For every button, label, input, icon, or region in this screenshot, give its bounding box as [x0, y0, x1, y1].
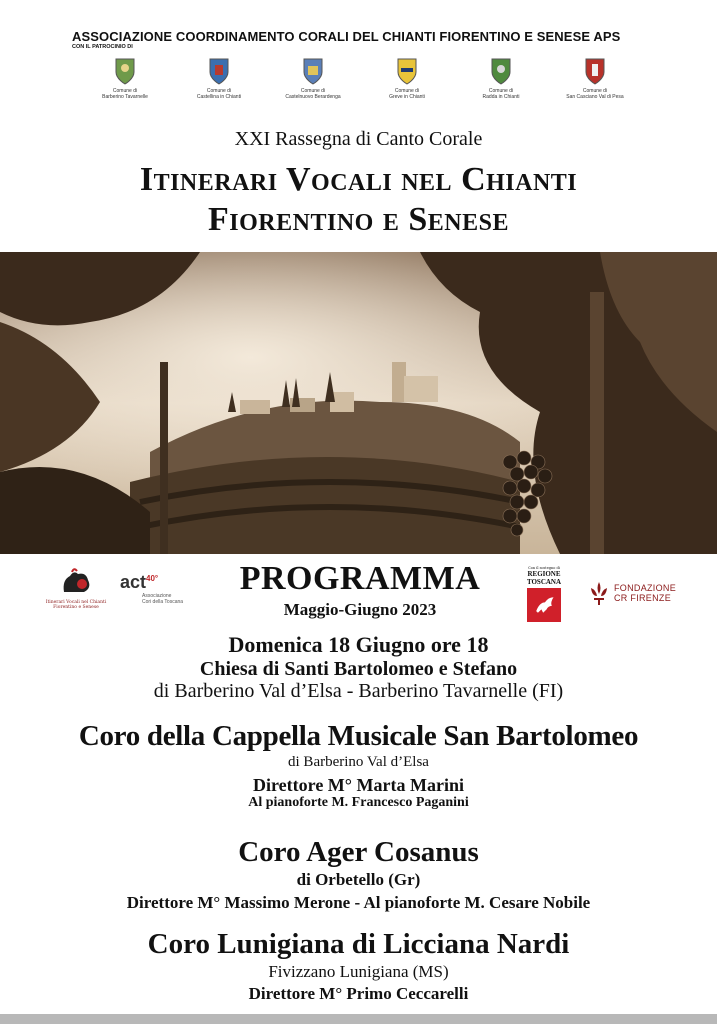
- pegasus-icon: [527, 588, 561, 622]
- regione-line-1: REGIONE: [527, 570, 561, 578]
- crest-label-1: Comune di: [488, 88, 514, 94]
- footer-bar: [0, 1014, 717, 1024]
- title-line-1: Itinerari Vocali nel Chianti: [139, 161, 578, 198]
- crest-label-2: Greve in Chianti: [389, 94, 425, 100]
- shield-icon: [490, 56, 512, 86]
- crest-label-1: Comune di: [394, 88, 420, 94]
- page-title: [0, 160, 717, 240]
- choir-director: Direttore M° Primo Ceccarelli: [248, 984, 469, 1003]
- crest-label-2: Castelnuovo Berardenga: [285, 94, 341, 100]
- crest-greve: [362, 56, 452, 100]
- shield-icon: [302, 56, 324, 86]
- crest-label-2: Barberino Tavarnelle: [102, 94, 148, 100]
- choir-director: Direttore M° Marta Marini: [253, 775, 464, 795]
- fondazione-cr-firenze-logo: [588, 580, 676, 606]
- event-place: di Barberino Val d’Elsa - Barberino Tavarnelle (FI): [153, 680, 564, 702]
- itinerari-logo-text: Itinerari Vocali nel Chianti: [45, 600, 107, 605]
- act-logo-text: act: [120, 572, 147, 592]
- event-date: Domenica 18 Giugno ore 18: [228, 632, 489, 657]
- choir-origin: di Orbetello (Gr): [296, 870, 421, 889]
- shield-icon: [114, 56, 136, 86]
- crest-castellina: [174, 56, 264, 100]
- crest-label-1: Comune di: [112, 88, 138, 94]
- program-heading: PROGRAMMA: [239, 560, 481, 597]
- crest-san-casciano: [550, 56, 640, 100]
- event-church: Chiesa di Santi Bartolomeo e Stefano: [199, 658, 518, 680]
- crest-label-1: Comune di: [300, 88, 326, 94]
- municipality-crests: [80, 56, 640, 100]
- choir-origin: di Barberino Val d’Elsa: [288, 754, 429, 770]
- rooster-icon: [56, 566, 96, 596]
- choir-pianist: Al pianoforte M. Francesco Paganini: [248, 795, 469, 810]
- act-logo: [120, 572, 200, 605]
- regione-small-text: Con il sostegno di: [528, 566, 560, 570]
- choir-name: Coro Ager Cosanus: [238, 836, 479, 868]
- shield-icon: [396, 56, 418, 86]
- itinerari-logo-subtext: Fiorentino e Senese: [53, 605, 99, 610]
- act-logo-sup: 40°: [146, 574, 159, 583]
- edition-subtitle: XXI Rassegna di Canto Corale: [234, 128, 483, 150]
- crest-label-2: Castellina in Chianti: [196, 94, 242, 100]
- choir-name: Coro Lunigiana di Licciana Nardi: [147, 928, 570, 960]
- choir-origin: Fivizzano Lunigiana (MS): [268, 962, 449, 981]
- regione-line-2: TOSCANA: [526, 578, 562, 586]
- crest-barberino: [80, 56, 170, 100]
- program-period: Maggio-Giugno 2023: [283, 600, 437, 619]
- lily-icon: [588, 580, 610, 606]
- crest-label-2: San Casciano Val di Pesa: [566, 94, 624, 100]
- shield-icon: [584, 56, 606, 86]
- regione-toscana-logo: [523, 566, 565, 622]
- crest-castelnuovo: [268, 56, 358, 100]
- shield-icon: [208, 56, 230, 86]
- patronage-label: CON IL PATROCINIO DI: [72, 44, 133, 50]
- fcr-line-2: CR FIRENZE: [614, 593, 671, 603]
- choir-director: Direttore M° Massimo Merone - Al pianoforte M. Cesare Nobile: [126, 893, 591, 912]
- act-sub-1: Associazione: [142, 593, 172, 599]
- choir-name: Coro della Cappella Musicale San Bartolomeo: [78, 720, 639, 752]
- act-sub-2: Cori della Toscana: [142, 599, 184, 605]
- title-line-2: Fiorentino e Senese: [208, 201, 509, 238]
- crest-radda: [456, 56, 546, 100]
- vineyard-photo: [0, 252, 717, 554]
- crest-label-2: Radda in Chianti: [482, 94, 520, 100]
- itinerari-logo: [44, 566, 108, 610]
- association-name: ASSOCIAZIONE COORDINAMENTO CORALI DEL CHIANTI FIORENTINO E SENESE APS: [72, 29, 621, 44]
- fcr-line-1: FONDAZIONE: [614, 583, 677, 593]
- crest-label-1: Comune di: [582, 88, 608, 94]
- crest-label-1: Comune di: [206, 88, 232, 94]
